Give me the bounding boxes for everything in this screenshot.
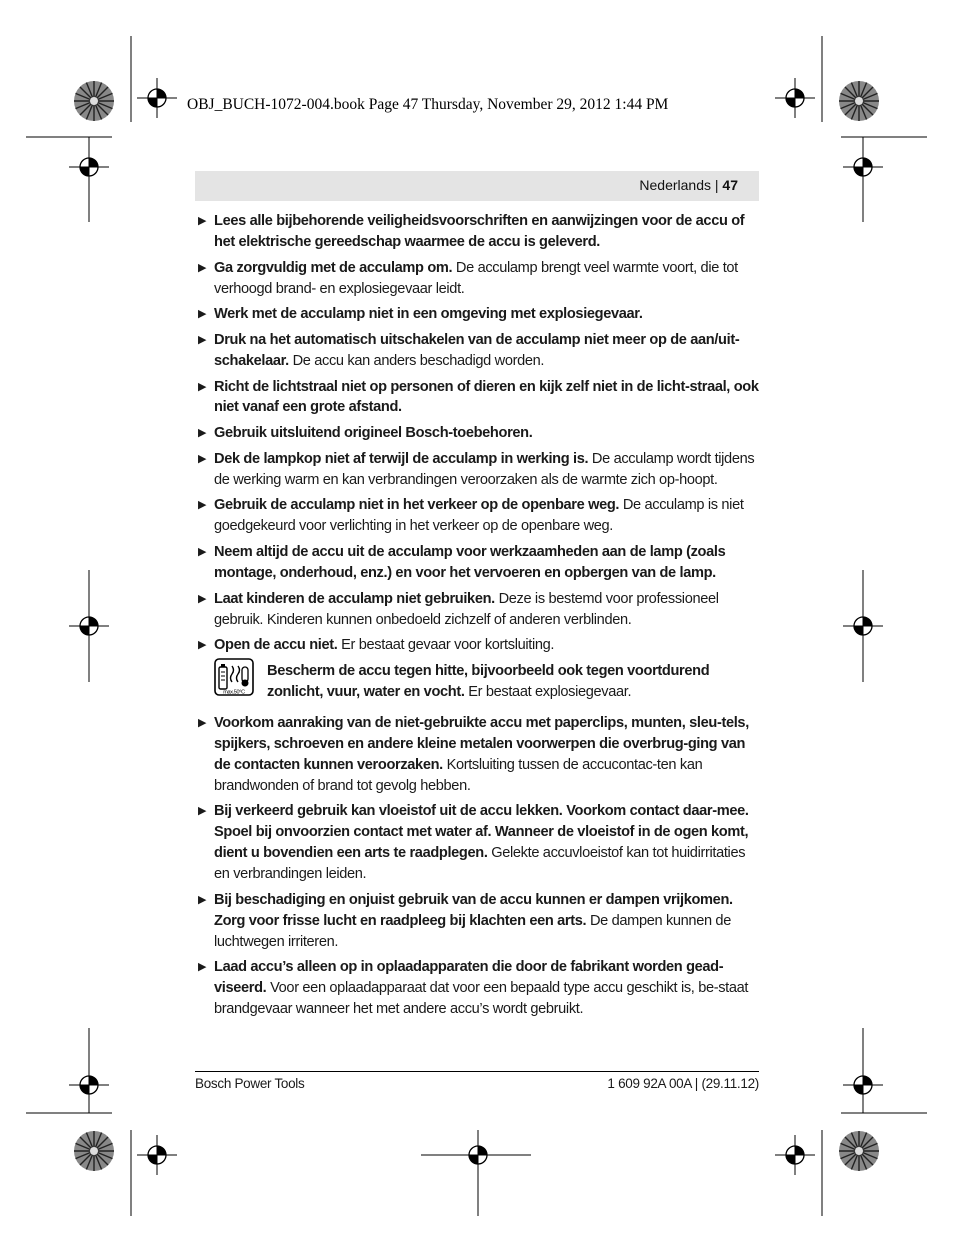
footer-brand: Bosch Power Tools xyxy=(195,1076,305,1091)
bullet-arrow-icon: ▶ xyxy=(198,805,207,818)
instruction-item xyxy=(197,423,760,444)
bullet-arrow-icon: ▶ xyxy=(198,308,207,321)
instruction-item xyxy=(197,449,760,491)
header-text xyxy=(639,177,738,193)
instruction-bold: Werk met de acculamp niet in een omgeving met explosiegevaar. xyxy=(214,306,643,323)
header-separator: | xyxy=(714,177,719,193)
instruction-text: Er bestaat gevaar voor kortsluiting. xyxy=(337,637,555,654)
instruction-item xyxy=(197,304,760,325)
heat-protection-icon xyxy=(214,658,254,696)
instruction-text: De acculamp brengt veel warmte voort, die tot verhoogd brand- en explosiegevaar leidt. xyxy=(214,259,738,297)
instruction-list-2 xyxy=(197,713,760,1020)
bullet-arrow-icon: ▶ xyxy=(198,215,207,227)
instruction-item xyxy=(197,635,760,656)
instruction-bold: Druk na het automatisch uitschakelen van de acculamp niet meer op de aan/uit-schakelaar. xyxy=(214,331,740,369)
bullet-arrow-icon: ▶ xyxy=(198,961,207,974)
print-info-line: OBJ_BUCH-1072-004.book Page 47 Thursday, November 29, 2012 1:44 PM xyxy=(187,96,669,113)
instruction-bold: Voorkom aanraking van de niet-gebruikte accu met paperclips, munten, sleu-tels, spijkers, schroeven en andere kleine metalen voorwerpen die overbrug-ging van de contacten kunnen veroorzaken. xyxy=(214,714,749,773)
instruction-text: De accu kan anders beschadigd worden. xyxy=(288,352,545,369)
instruction-bold: Ga zorgvuldig met de acculamp om. xyxy=(214,259,453,276)
bullet-arrow-icon: ▶ xyxy=(198,592,207,605)
page-header xyxy=(195,171,759,201)
instruction-bold: Bij verkeerd gebruik kan vloeistof uit de accu lekken. Voorkom contact daar-mee. Spoel bij onvoorzien contact met water af. Wanneer de vloeistof in de ogen komt, dient u bovendien een arts te raadplegen. xyxy=(214,803,749,862)
instruction-item xyxy=(197,258,760,300)
footer-rule xyxy=(195,1071,759,1072)
header-language: Nederlands xyxy=(639,177,711,193)
instruction-bold: Neem altijd de accu uit de acculamp voor werkzaamheden aan de lamp (zoals montage, onderhoud, enz.) en voor het vervoeren en opbergen van de lamp. xyxy=(214,544,726,581)
instruction-bold: Laat kinderen de acculamp niet gebruiken. xyxy=(214,590,495,607)
heat-icon-label: max.50°C xyxy=(223,689,245,696)
footer-doc-code: 1 609 92A 00A | (29.11.12) xyxy=(607,1076,759,1091)
instruction-item xyxy=(197,801,760,885)
instruction-text: Kortsluiting tussen de accucontac-ten kan brandwonden of brand tot gevolg hebben. xyxy=(214,756,703,794)
page-number: 47 xyxy=(722,177,738,193)
instruction-text: De acculamp is niet goedgekeurd voor verlichting in het verkeer op de openbare weg. xyxy=(214,497,744,535)
bullet-arrow-icon: ▶ xyxy=(198,639,207,652)
bullet-arrow-icon: ▶ xyxy=(198,427,207,440)
instruction-item xyxy=(197,330,760,372)
instruction-item xyxy=(197,957,760,1020)
instruction-bold: Richt de lichtstraal niet op personen of dieren en kijk zelf niet in de licht-straal, ook niet vanaf een grote afstand. xyxy=(214,378,759,416)
instruction-bold: Gebruik de acculamp niet in het verkeer op de openbare weg. xyxy=(214,497,620,514)
instruction-text: Gelekte accuvloeistof kan tot huidirritaties en verbrandingen leiden. xyxy=(214,845,746,883)
bullet-arrow-icon: ▶ xyxy=(198,546,207,559)
instruction-text: De dampen kunnen de luchtwegen irriteren. xyxy=(214,912,731,950)
instruction-bold: Bij beschadiging en onjuist gebruik van de accu kunnen er dampen vrijkomen. Zorg voor frisse lucht en raadpleeg bij klachten een arts. xyxy=(214,891,733,929)
instruction-bold: Laad accu’s alleen op in oplaadapparaten die door de fabrikant worden gead-viseerd. xyxy=(214,959,724,997)
bullet-arrow-icon: ▶ xyxy=(198,452,207,465)
heat-warning-item xyxy=(197,661,760,705)
instruction-item xyxy=(197,890,760,953)
instruction-bold: Lees alle bijbehorende veiligheidsvoorschriften en aanwijzingen voor de accu of het elektrische gereedschap waarmee de accu is geleverd. xyxy=(214,213,745,250)
instruction-item xyxy=(197,377,760,419)
bullet-arrow-icon: ▶ xyxy=(198,380,207,393)
instruction-text: Deze is bestemd voor professioneel gebruik. Kinderen kunnen onbedoeld zichzelf of anderen verblinden. xyxy=(214,590,719,628)
instruction-item xyxy=(197,495,760,537)
instruction-item xyxy=(197,542,760,584)
instruction-text: De acculamp wordt tijdens de werking warm en kan verbrandingen veroorzaken als de warmte zich op-hoopt. xyxy=(214,450,755,488)
bullet-arrow-icon: ▶ xyxy=(198,499,207,512)
safety-instructions xyxy=(197,211,760,1025)
instruction-list xyxy=(197,211,760,656)
instruction-text: Voor een oplaadapparaat dat voor een bepaald type accu geschikt is, be-staat brandgevaar wanneer het met andere accu’s wordt gebruikt. xyxy=(214,980,749,1018)
instruction-bold: Open de accu niet. xyxy=(214,637,338,654)
bullet-arrow-icon: ▶ xyxy=(198,261,207,274)
bullet-arrow-icon: ▶ xyxy=(198,716,207,729)
bullet-arrow-icon: ▶ xyxy=(198,893,207,906)
heat-warning-text: Er bestaat explosiegevaar. xyxy=(464,683,632,700)
instruction-item xyxy=(197,211,760,253)
bullet-arrow-icon: ▶ xyxy=(198,333,207,346)
instruction-bold: Dek de lampkop niet af terwijl de acculamp in werking is. xyxy=(214,450,589,467)
instruction-item xyxy=(197,589,760,631)
instruction-item xyxy=(197,713,760,797)
heat-warning-bold: Bescherm de accu tegen hitte, bijvoorbeeld ook tegen voortdurend zonlicht, vuur, water en vocht. xyxy=(267,662,710,700)
instruction-bold: Gebruik uitsluitend origineel Bosch-toebehoren. xyxy=(214,425,533,442)
